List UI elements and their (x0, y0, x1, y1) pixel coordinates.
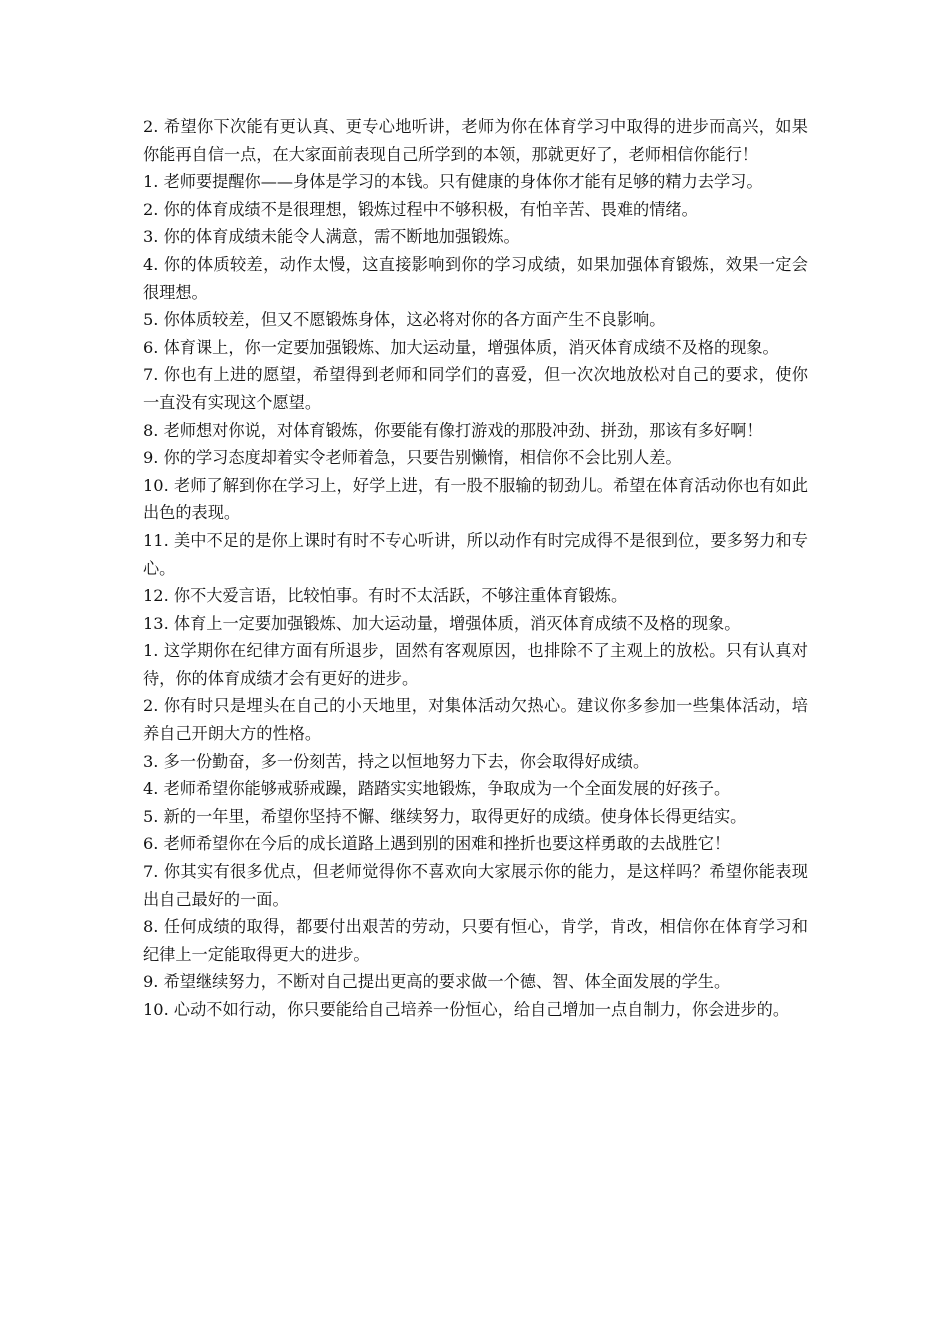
comment-paragraph: 7. 你也有上进的愿望，希望得到老师和同学们的喜爱，但一次次地放松对自己的要求，使你一直没有实现这个愿望。 (143, 365, 808, 412)
comment-paragraph: 8. 老师想对你说，对体育锻炼，你要能有像打游戏的那股冲劲、拼劲，那该有多好啊！ (143, 420, 763, 440)
comment-paragraph: 1. 老师要提醒你——身体是学习的本钱。只有健康的身体你才能有足够的精力去学习。 (143, 172, 763, 192)
comment-paragraph: 2. 你有时只是埋头在自己的小天地里，对集体活动欠热心。建议你多参加一些集体活动，培养自己开朗大方的性格。 (143, 696, 808, 744)
comment-paragraph: 5. 新的一年里，希望你坚持不懈、继续努力，取得更好的成绩。使身体长得更结实。 (143, 806, 747, 826)
document-body (143, 113, 808, 1024)
comment-paragraph: 3. 你的体育成绩未能令人满意，需不断地加强锻炼。 (143, 227, 520, 247)
comment-paragraph: 9. 希望继续努力，不断对自己提出更高的要求做一个德、智、体全面发展的学生。 (143, 972, 731, 992)
comment-paragraph: 8. 任何成绩的取得，都要付出艰苦的劳动，只要有恒心，肯学，肯改，相信你在体育学习和纪律上一定能取得更大的进步。 (143, 917, 808, 964)
comment-paragraph: 11. 美中不足的是你上课时有时不专心听讲，所以动作有时完成得不是很到位，要多努力和专心。 (143, 530, 808, 578)
comment-paragraph: 2. 你的体育成绩不是很理想，锻炼过程中不够积极，有怕辛苦、畏难的情绪。 (143, 199, 698, 219)
comment-paragraph: 1. 这学期你在纪律方面有所退步，固然有客观原因，也排除不了主观上的放松。只有认真对待，你的体育成绩才会有更好的进步。 (143, 641, 808, 688)
comment-paragraph: 4. 老师希望你能够戒骄戒躁，踏踏实实地锻炼，争取成为一个全面发展的好孩子。 (143, 779, 731, 799)
comment-paragraph: 6. 老师希望你在今后的成长道路上遇到别的困难和挫折也要这样勇敢的去战胜它！ (143, 834, 731, 854)
comment-paragraph: 4. 你的体质较差，动作太慢，这直接影响到你的学习成绩，如果加强体育锻炼，效果一定会很理想。 (143, 254, 808, 302)
comment-paragraph: 10. 心动不如行动，你只要能给自己培养一份恒心，给自己增加一点自制力，你会进步的。 (143, 1000, 790, 1019)
comment-paragraph: 3. 多一份勤奋，多一份刻苦，持之以恒地努力下去，你会取得好成绩。 (143, 751, 650, 771)
comment-paragraph: 12. 你不大爱言语，比较怕事。有时不太活跃，不够注重体育锻炼。 (143, 586, 628, 606)
comment-paragraph: 2. 希望你下次能有更认真、更专心地听讲，老师为你在体育学习中取得的进步而高兴，如果你能再自信一点，在大家面前表现自己所学到的本领，那就更好了，老师相信你能行！ (143, 117, 808, 164)
comment-paragraph: 10. 老师了解到你在学习上，好学上进，有一股不服输的韧劲儿。希望在体育活动你也有如此出色的表现。 (143, 475, 808, 523)
comment-paragraph: 6. 体育课上，你一定要加强锻炼、加大运动量，增强体质，消灭体育成绩不及格的现象。 (143, 337, 779, 357)
comment-paragraph: 5. 你体质较差，但又不愿锻炼身体，这必将对你的各方面产生不良影响。 (143, 310, 666, 330)
comment-paragraph: 7. 你其实有很多优点，但老师觉得你不喜欢向大家展示你的能力，是这样吗？希望你能表现出自己最好的一面。 (143, 862, 808, 909)
comment-paragraph: 13. 体育上一定要加强锻炼、加大运动量，增强体质，消灭体育成绩不及格的现象。 (143, 613, 741, 633)
comment-paragraph: 9. 你的学习态度却着实令老师着急，只要告别懒惰，相信你不会比别人差。 (143, 448, 682, 468)
